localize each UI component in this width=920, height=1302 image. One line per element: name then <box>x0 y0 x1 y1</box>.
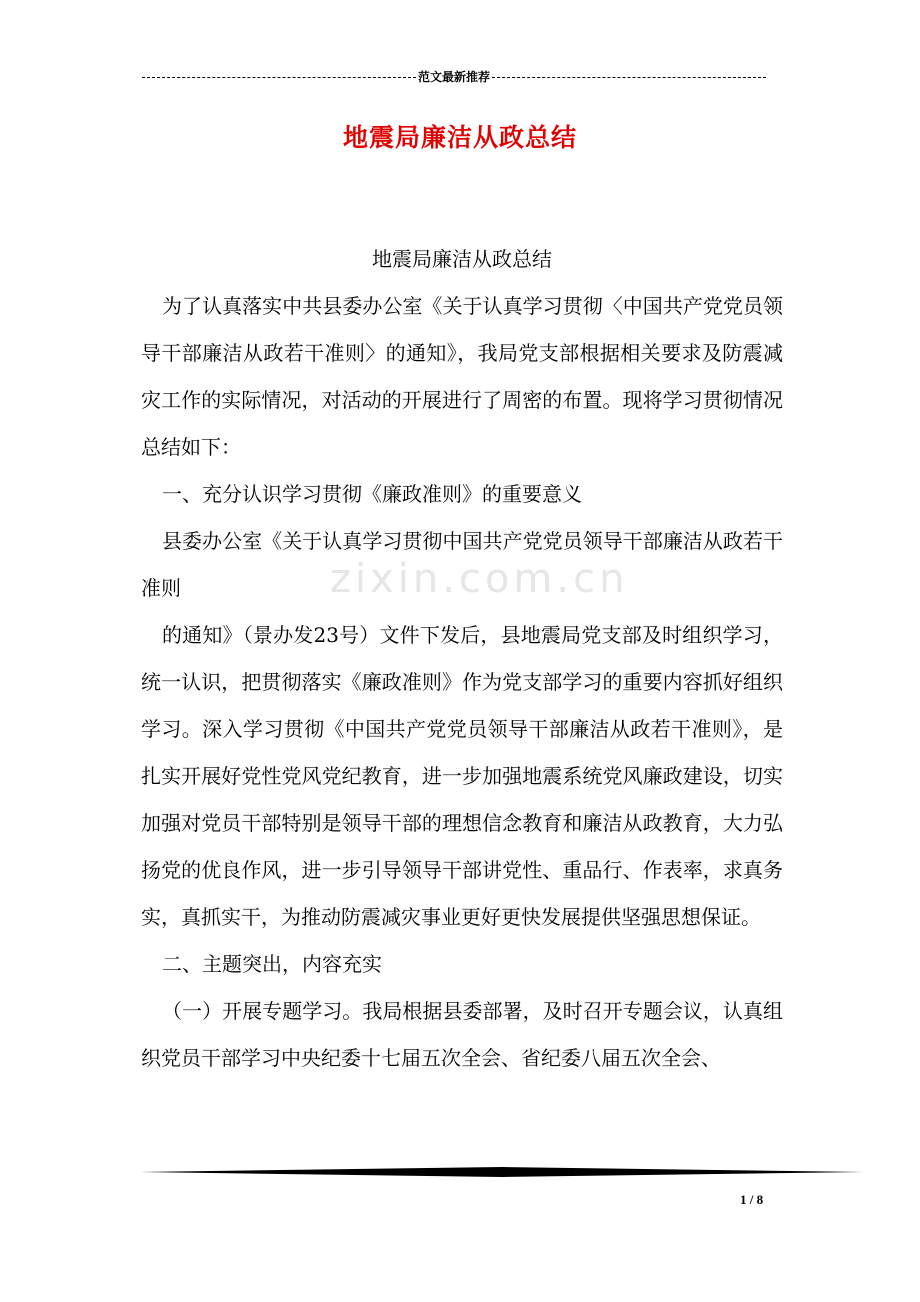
page-header <box>142 66 766 86</box>
watermark: zixin.com.cn <box>330 556 629 602</box>
section-heading-1: 一、充分认识学习贯彻《廉政准则》的重要意义 <box>162 482 582 506</box>
paragraph-section-2a: （一）开展专题学习。我局根据县委部署，及时召开专题会议，认真组织党员干部学习中央纪委十七届五次全会、省纪委八届五次全会、 <box>141 999 783 1070</box>
section-heading-2: 二、主题突出，内容充实 <box>162 952 382 976</box>
document-body <box>141 236 783 1082</box>
paragraph-section-1a: 县委办公室《关于认真学习贯彻中国共产党党员领导干部廉洁从政若干准则 <box>141 529 783 600</box>
header-dash-right <box>492 77 766 78</box>
header-label: 范文最新推荐 <box>418 69 491 84</box>
document-title: 地震局廉洁从政总结 <box>342 123 577 152</box>
page-number: 1 / 8 <box>740 1192 764 1207</box>
footer-divider <box>140 1166 864 1178</box>
paragraph-section-1b: 的通知》（景办发23号）文件下发后，县地震局党支部及时组织学习，统一认识，把贯彻落实《廉政准则》作为党支部学习的重要内容抓好组织学习。深入学习贯彻《中国共产党党员领导干部廉洁从政若干准则》，是扎实开展好党性党风党纪教育，进一步加强地震系统党风廉政建设，切实加强对党员干部特别是领导干部的理想信念教育和廉洁从政教育，大力弘扬党的优良作风，进一步引导领导干部讲党性、重品行、作表率，求真务实，真抓实干，为推动防震减灾事业更好更快发展提供坚强思想保证。 <box>141 623 783 929</box>
header-dash-left <box>142 77 416 78</box>
paragraph-intro: 为了认真落实中共县委办公室《关于认真学习贯彻〈中国共产党党员领导干部廉洁从政若干准则〉的通知》，我局党支部根据相关要求及防震减灾工作的实际情况，对活动的开展进行了周密的布置。现将学习贯彻情况总结如下： <box>141 294 783 459</box>
document-subtitle: 地震局廉洁从政总结 <box>372 247 552 271</box>
